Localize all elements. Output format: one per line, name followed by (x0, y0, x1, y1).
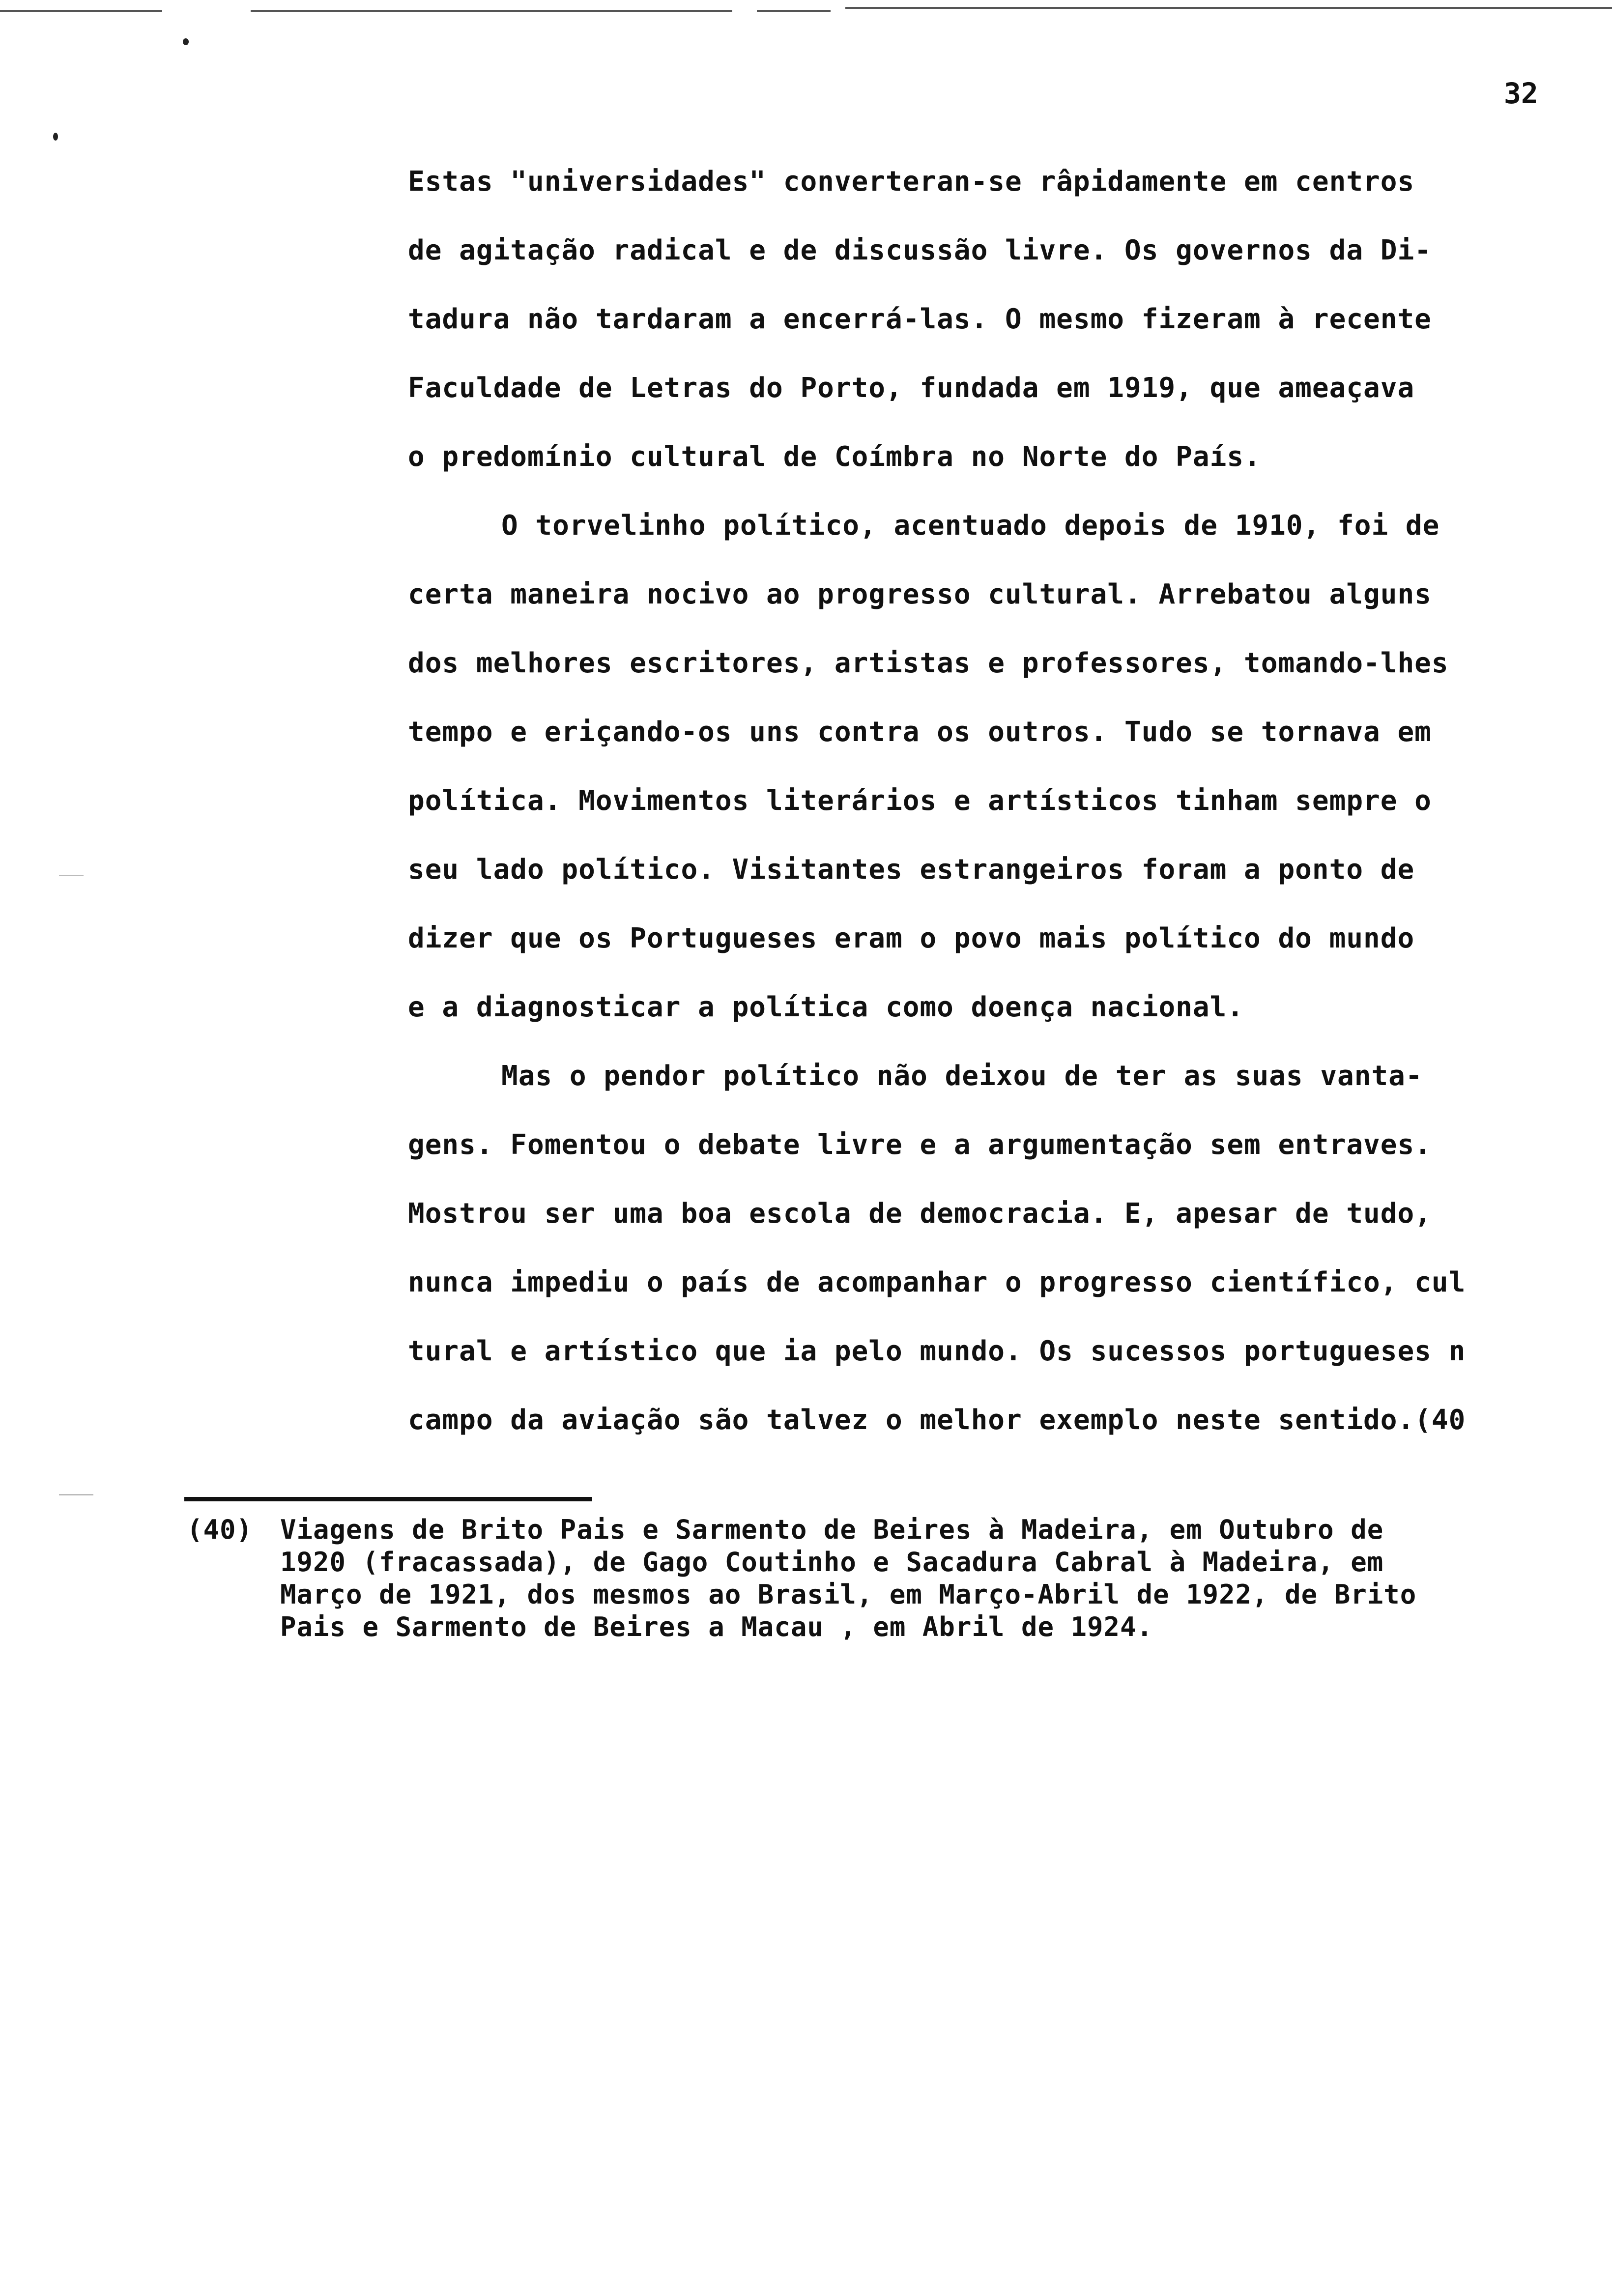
top-scan-line-middle (251, 10, 732, 12)
footnote-line: 1920 (fracassada), de Gago Coutinho e Sacadura Cabral à Madeira, em (280, 1547, 1384, 1578)
scan-speck (183, 38, 189, 45)
text-line: o predomínio cultural de Coímbra no Norte do País. (408, 441, 1261, 473)
text-line: dizer que os Portugueses eram o povo mais político do mundo (408, 922, 1415, 954)
page-number: 32 (1504, 77, 1538, 110)
text-line: tadura não tardaram a encerrá-las. O mesmo fizeram à recente (408, 303, 1432, 335)
text-line: dos melhores escritores, artistas e professores, tomando-lhes (408, 647, 1449, 679)
text-line: nunca impediu o país de acompanhar o progresso científico, cul (408, 1266, 1466, 1298)
text-line: tural e artístico que ia pelo mundo. Os sucessos portugueses n (408, 1335, 1466, 1367)
footnote-marker: (40) (187, 1514, 253, 1545)
text-line: Faculdade de Letras do Porto, fundada em 1919, que ameaçava (408, 372, 1415, 404)
scan-speck-small (53, 133, 58, 141)
text-line: de agitação radical e de discussão livre. Os governos da Di- (408, 234, 1432, 266)
footnote-separator (184, 1497, 592, 1501)
margin-mark (59, 875, 84, 876)
paragraph-start-line: O torvelinho político, acentuado depois de 1910, foi de (501, 510, 1440, 542)
footnote-text: Viagens de Brito Pais e Sarmento de Beires à Madeira, em Outubro de (280, 1514, 1384, 1545)
body-text (408, 147, 1607, 1455)
footnote-line: Pais e Sarmento de Beires a Macau , em Abril de 1924. (280, 1611, 1153, 1642)
footnote-line: Março de 1921, dos mesmos ao Brasil, em Março-Abril de 1922, de Brito (280, 1579, 1417, 1610)
text-line: seu lado político. Visitantes estrangeiros foram a ponto de (408, 854, 1415, 886)
text-line: Mostrou ser uma boa escola de democracia. E, apesar de tudo, (408, 1198, 1432, 1230)
text-line: campo da aviação são talvez o melhor exemplo neste sentido.(40 (408, 1404, 1466, 1436)
footnote (187, 1514, 1607, 1643)
footnote-first-line (187, 1514, 1607, 1546)
text-line: gens. Fomentou o debate livre e a argumentação sem entraves. (408, 1129, 1432, 1161)
margin-mark-lower (59, 1494, 93, 1495)
paragraph-start-line: Mas o pendor político não deixou de ter as suas vanta- (501, 1060, 1423, 1092)
top-scan-line-left (0, 10, 162, 12)
text-line: certa maneira nocivo ao progresso cultural. Arrebatou alguns (408, 578, 1432, 610)
text-line: Estas "universidades" converteran-se râpidamente em centros (408, 166, 1415, 198)
text-line: tempo e eriçando-os uns contra os outros. Tudo se tornava em (408, 716, 1432, 748)
text-line: política. Movimentos literários e artísticos tinham sempre o (408, 785, 1432, 817)
top-scan-line-right (845, 7, 1612, 9)
top-scan-line-short (757, 10, 831, 12)
text-line: e a diagnosticar a política como doença nacional. (408, 991, 1244, 1023)
